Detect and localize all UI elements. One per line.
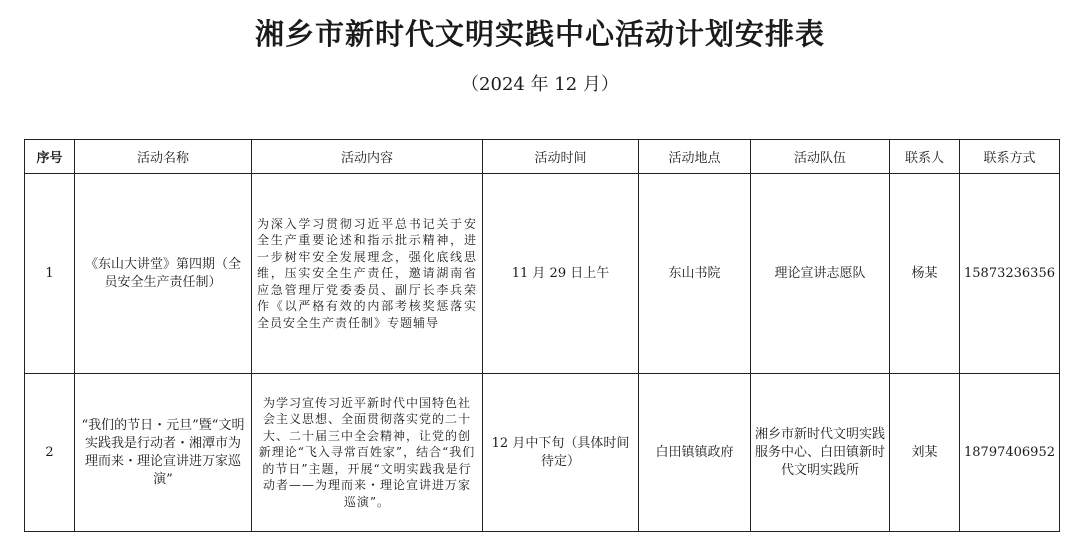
column-header-seq: 序号 <box>25 140 75 174</box>
cell-activity-content: 为深入学习贯彻习近平总书记关于安全生产重要论述和指示批示精神，进一步树牢安全发展理念，强化底线思维，压实安全生产责任，邀请湖南省应急管理厅党委委员、副厅长李兵荣作《以严格有效的内部考核奖惩落实全员安全生产责任制》专题辅导 <box>252 174 483 374</box>
cell-activity-time: 11 月 29 日上午 <box>483 174 639 374</box>
column-header-place: 活动地点 <box>639 140 751 174</box>
column-header-team: 活动队伍 <box>751 140 890 174</box>
cell-activity-place: 东山书院 <box>639 174 751 374</box>
cell-seq: 2 <box>25 374 75 532</box>
activity-plan-table <box>24 139 1060 532</box>
cell-activity-name: “我们的节日・元旦”暨“文明实践我是行动者・湘潭市为理而来・理论宣讲进万家巡演” <box>75 374 252 532</box>
cell-activity-time: 12 月中下旬（具体时间待定） <box>483 374 639 532</box>
cell-activity-team: 理论宣讲志愿队 <box>751 174 890 374</box>
table-row <box>25 374 1060 532</box>
table-header-row <box>25 140 1060 174</box>
cell-contact-person: 杨某 <box>890 174 960 374</box>
cell-activity-content: 为学习宣传习近平新时代中国特色社会主义思想、全面贯彻落实党的二十大、二十届三中全会精神，让党的创新理论“飞入寻常百姓家”，结合“我们的节日”主题，开展“文明实践我是行动者——为理而来・理论宣讲进万家巡演”。 <box>252 374 483 532</box>
table-row <box>25 174 1060 374</box>
column-header-name: 活动名称 <box>75 140 252 174</box>
page-subtitle: （2024 年 12 月） <box>461 74 619 95</box>
column-header-time: 活动时间 <box>483 140 639 174</box>
column-header-phone: 联系方式 <box>960 140 1060 174</box>
page-title: 湘乡市新时代文明实践中心活动计划安排表 <box>254 17 825 51</box>
cell-contact-person: 刘某 <box>890 374 960 532</box>
cell-activity-name: 《东山大讲堂》第四期（全员安全生产责任制） <box>75 174 252 374</box>
cell-activity-team: 湘乡市新时代文明实践服务中心、白田镇新时代文明实践所 <box>751 374 890 532</box>
cell-activity-place: 白田镇镇政府 <box>639 374 751 532</box>
column-header-content: 活动内容 <box>252 140 483 174</box>
cell-contact-phone: 18797406952 <box>960 374 1060 532</box>
cell-seq: 1 <box>25 174 75 374</box>
column-header-contact: 联系人 <box>890 140 960 174</box>
cell-contact-phone: 15873236356 <box>960 174 1060 374</box>
